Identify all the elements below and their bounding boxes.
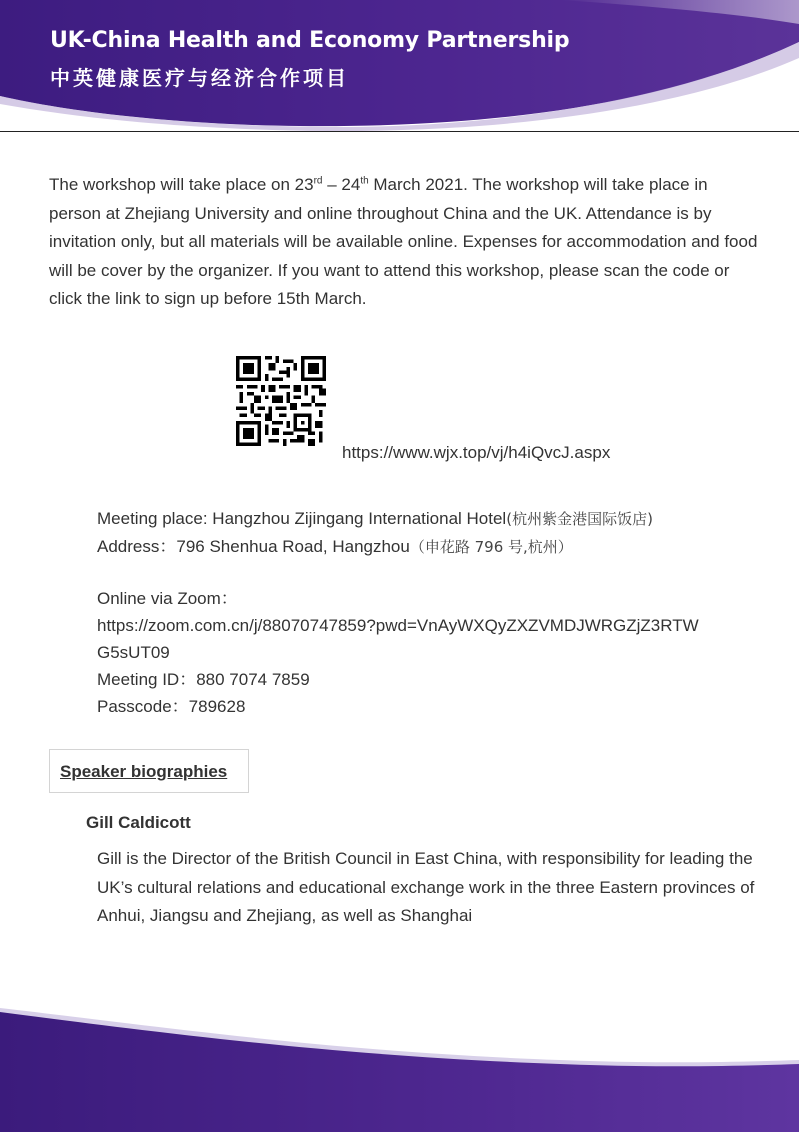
meeting-place-label: Meeting place: <box>97 509 213 528</box>
zoom-label: Online via Zoom： <box>97 589 238 608</box>
zoom-url-line2[interactable]: G5sUT09 <box>97 643 170 662</box>
footer-wave <box>0 994 799 1132</box>
passcode-label: Passcode： <box>97 697 189 716</box>
qr-code-icon[interactable] <box>236 356 326 446</box>
intro-sup-2: th <box>360 175 369 187</box>
meeting-place-value: Hangzhou Zijingang International Hotel <box>212 509 507 528</box>
address-cn: （申花路 796 号,杭州） <box>409 538 573 556</box>
intro-text-2: – 24 <box>322 175 361 194</box>
zoom-block <box>97 585 757 720</box>
intro-text-1: The workshop will take place on 23 <box>49 175 314 194</box>
header-divider <box>0 131 799 132</box>
passcode-value: 789628 <box>188 697 246 716</box>
intro-sup-1: rd <box>313 175 323 187</box>
address-label: Address： <box>97 537 177 556</box>
speaker-bio: Gill is the Director of the British Council in East China, with responsibility for leading the UK’s cultural relations and educational exchange work in the three Eastern provinces of Anhui, Jiangsu and Zhejiang, as well as Shanghai <box>97 849 755 925</box>
intro-paragraph <box>49 171 759 314</box>
speaker-name: Gill Caldicott <box>86 813 191 832</box>
speaker-biographies-heading: Speaker biographies <box>60 762 228 781</box>
zoom-url-line1[interactable]: https://zoom.com.cn/j/88070747859?pwd=VnAyWXQyZXZVMDJWRGZjZ3RTW <box>97 616 699 635</box>
meeting-place-cn: (杭州紫金港国际饭店) <box>506 510 653 528</box>
address-value: 796 Shenhua Road, Hangzhou <box>176 537 410 556</box>
meeting-id-value: 880 7074 7859 <box>196 670 310 689</box>
intro-text-3: March 2021. The workshop will take place in person at Zhejiang University and online throughout China and the UK. Attendance is by invitation only, but all materials will be available online. Expenses for accommodation and food will be cover by the organizer. If you want to attend this workshop, please scan the code or click the link to sign up before 15th March. <box>49 175 758 308</box>
signup-link[interactable]: https://www.wjx.top/vj/h4iQvcJ.aspx <box>342 443 611 462</box>
meeting-id-label: Meeting ID： <box>97 670 197 689</box>
address-line <box>97 533 757 561</box>
header-title: UK-China Health and Economy Partnership <box>50 28 570 53</box>
meeting-place-line <box>97 505 757 533</box>
meeting-place-block <box>97 505 757 561</box>
header-subtitle-cn: 中英健康医疗与经济合作项目 <box>50 66 349 90</box>
passcode-line <box>97 693 757 720</box>
meeting-id-line <box>97 666 757 693</box>
